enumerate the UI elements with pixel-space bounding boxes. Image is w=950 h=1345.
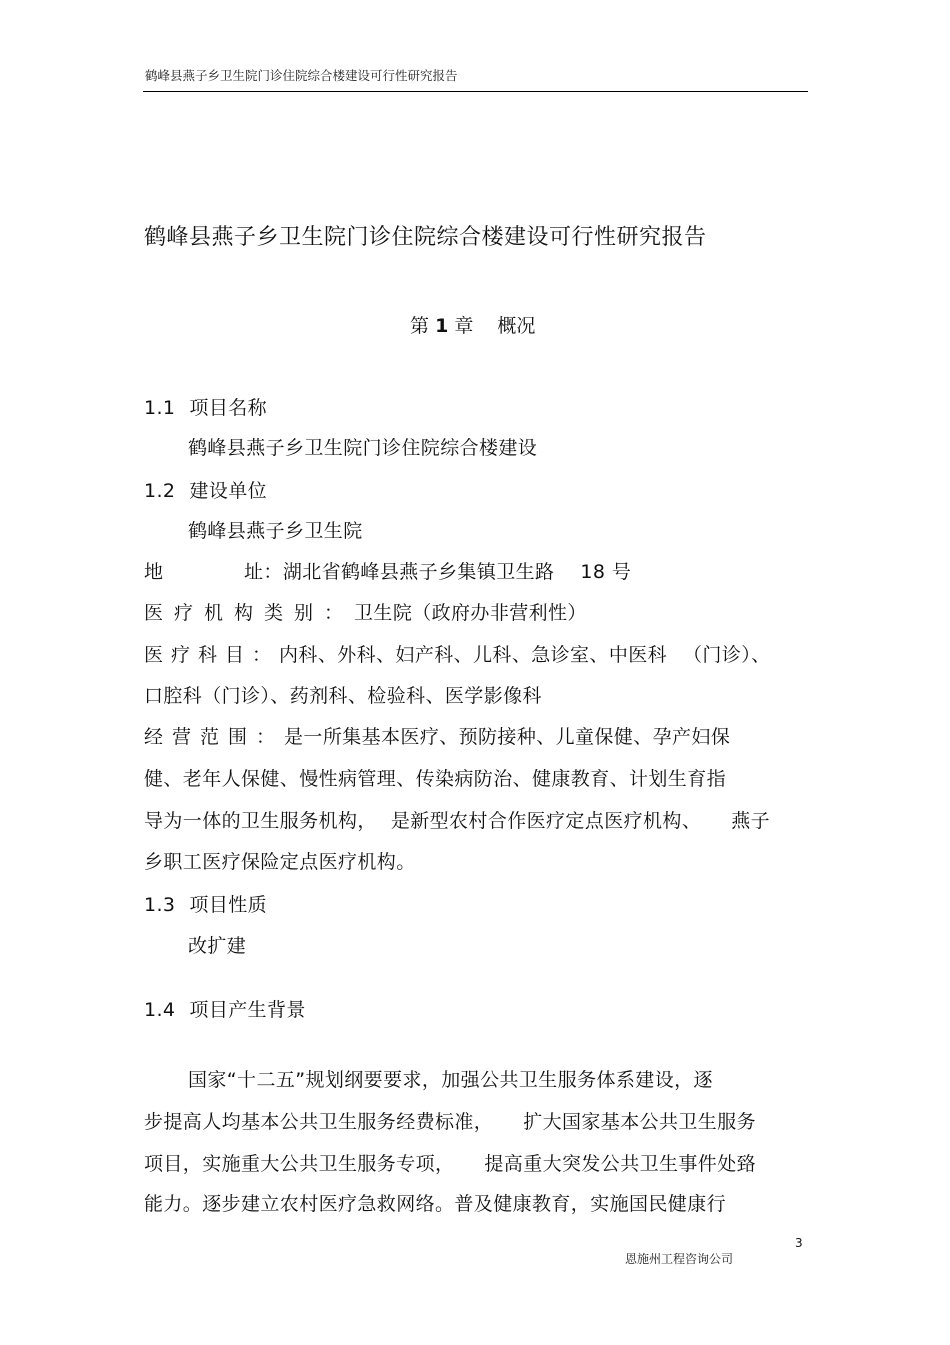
- background-line-2: [144, 1107, 756, 1134]
- section-title: 建设单位: [189, 480, 268, 502]
- section-heading-1-2: [144, 476, 267, 503]
- background-text-3b: 提高重大突发公共卫生事件处臵: [484, 1153, 757, 1175]
- document-title: 鹤峰县燕子乡卫生院门诊住院综合楼建设可行性研究报告: [144, 225, 707, 250]
- background-line-1: 国家“十二五”规划纲要要求，加强公共卫生服务体系建设，逐: [188, 1069, 713, 1091]
- scope-line-3: [144, 806, 770, 833]
- background-line-3: [144, 1149, 756, 1176]
- project-nature: 改扩建: [188, 935, 247, 957]
- section-number: 1.2: [144, 480, 176, 502]
- departments-label: 医疗科目：: [144, 644, 280, 666]
- scope-line-1: [144, 722, 730, 749]
- section-title: 项目性质: [189, 894, 268, 916]
- chapter-prefix: 第: [410, 315, 430, 337]
- section-number: 1.3: [144, 894, 176, 916]
- background-text-2b: 扩大国家基本公共卫生服务: [523, 1111, 757, 1133]
- institution-type-value: 卫生院（政府办非营利性）: [354, 602, 587, 624]
- background-line-4: 能力。逐步建立农村医疗急救网络。普及健康教育，实施国民健康行: [144, 1193, 727, 1215]
- address-label-a: 地: [144, 561, 164, 583]
- institution-type-line: [144, 598, 587, 625]
- project-name: 鹤峰县燕子乡卫生院门诊住院综合楼建设: [188, 437, 538, 459]
- running-header: 鹤峰县燕子乡卫生院门诊住院综合楼建设可行性研究报告: [145, 68, 458, 83]
- page-number: 3: [795, 1236, 803, 1250]
- construction-unit: 鹤峰县燕子乡卫生院: [188, 520, 363, 542]
- section-number: 1.4: [144, 999, 176, 1021]
- section-number: 1.1: [144, 397, 176, 419]
- section-heading-1-1: [144, 393, 267, 420]
- section-heading-1-4: [144, 995, 306, 1022]
- address-value: 湖北省鹤峰县燕子乡集镇卫生路: [282, 561, 555, 583]
- chapter-heading: [410, 311, 535, 338]
- background-text-2a: 步提高人均基本公共卫生服务经费标准，: [144, 1111, 494, 1133]
- scope-line-4: 乡职工医疗保险定点医疗机构。: [144, 851, 416, 873]
- chapter-number: 1: [435, 315, 449, 337]
- scope-text-3b: 是新型农村合作医疗定点医疗机构、: [390, 810, 702, 832]
- address-label-b: 址：: [244, 561, 283, 583]
- background-text-3a: 项目，实施重大公共卫生服务专项，: [144, 1153, 455, 1175]
- scope-text-3c: 燕子: [731, 810, 771, 832]
- scope-line-2: 健、老年人保健、慢性病管理、传染病防治、健康教育、计划生育指: [144, 768, 727, 790]
- chapter-name: 概况: [497, 315, 536, 337]
- scope-text-3a: 导为一体的卫生服务机构，: [144, 810, 377, 832]
- address-number: 18 号: [580, 561, 632, 583]
- scope-text-1: 是一所集基本医疗、预防接种、儿童保健、孕产妇保: [284, 726, 731, 748]
- section-heading-1-3: [144, 890, 267, 917]
- institution-type-label: 医疗机构类别：: [144, 602, 355, 624]
- departments-line-2: 口腔科（门诊）、药剂科、检验科、医学影像科: [144, 685, 542, 707]
- address-line: [244, 557, 631, 584]
- chapter-suffix: 章: [454, 315, 474, 337]
- header-rule: [143, 91, 808, 92]
- section-title: 项目名称: [189, 397, 268, 419]
- departments-value-1b: （门诊）、: [683, 644, 771, 666]
- departments-line-1: [144, 640, 771, 667]
- scope-label: 经营范围：: [144, 726, 285, 748]
- departments-value-1: 内科、外科、妇产科、儿科、急诊室、中医科: [279, 644, 668, 666]
- section-title: 项目产生背景: [189, 999, 306, 1021]
- footer-company: 恩施州工程咨询公司: [625, 1252, 734, 1266]
